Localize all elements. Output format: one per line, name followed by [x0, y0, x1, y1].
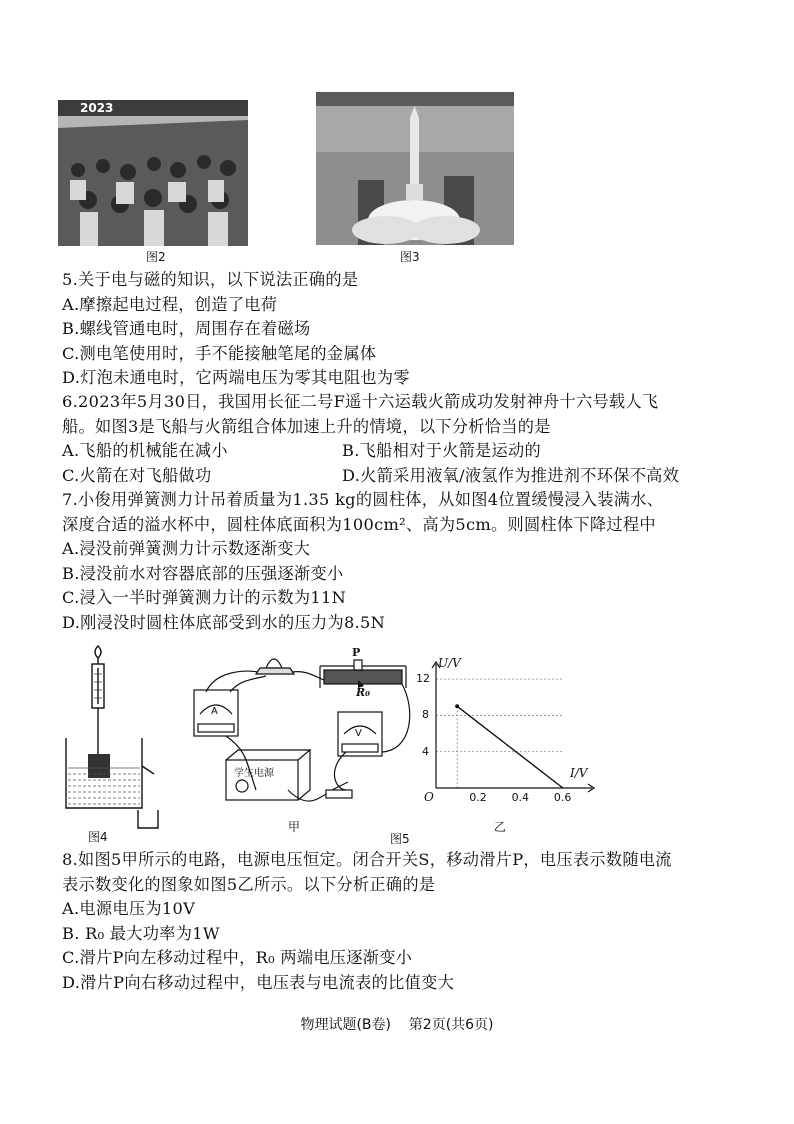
question-5-stem: 5.关于电与磁的知识，以下说法正确的是 — [62, 270, 359, 289]
rocket-launch-photo — [316, 92, 514, 245]
question-8 — [62, 848, 672, 995]
question-8-option-d: D.滑片P向右移动过程中，电压表与电流表的比值变大 — [62, 972, 455, 992]
graph-x-tick-label: 0.6 — [553, 791, 572, 804]
question-6-option-d: D.火箭采用液氧/液氢作为推进剂不环保不高效 — [342, 465, 680, 485]
question-6 — [62, 390, 658, 439]
fig2-caption: 图2 — [146, 250, 166, 264]
question-8-option-a: A.电源电压为10V — [62, 899, 196, 918]
circuit-voltmeter-label: V — [355, 728, 362, 739]
fig3-caption: 图3 — [400, 250, 420, 264]
question-7 — [62, 488, 663, 635]
question-6-stem-line-1: 6.2023年5月30日，我国用长征二号F遥十六运载火箭成功发射神舟十六号载人飞 — [62, 392, 659, 411]
circuit-power-supply-label: 学生电源 — [234, 768, 274, 779]
question-7-option-b: B.浸没前水对容器底部的压强逐渐变小 — [62, 563, 344, 583]
question-7-stem-line-1: 7.小俊用弹簧测力计吊着质量为1.35 kg的圆柱体，从如图4位置缓慢浸入装满水、 — [62, 490, 664, 509]
question-8-option-b: B. R₀ 最大功率为1W — [62, 923, 220, 943]
question-6-stem-line-2: 船。如图3是飞船与火箭组合体加速上升的情境，以下分析恰当的是 — [62, 416, 551, 436]
circuit-slider-label: P — [352, 646, 361, 659]
graph-series-start-point — [455, 704, 459, 708]
circuit-resistor-label: R₀ — [356, 686, 370, 699]
question-8-option-c: C.滑片P向左移动过程中，R₀ 两端电压逐渐变小 — [62, 948, 413, 967]
question-7-option-d: D.刚浸没时圆柱体底部受到水的压力为8.5N — [62, 612, 386, 632]
graph-y-tick-label: 8 — [422, 708, 429, 722]
question-7-option-a: A.浸没前弹簧测力计示数逐渐变大 — [62, 539, 311, 558]
question-8-stem-line-1: 8.如图5甲所示的电路，电源电压恒定。闭合开关S，移动滑片P，电压表示数随电流 — [62, 850, 672, 869]
fig5-caption: 图5 — [390, 832, 410, 846]
figure-4-overflow-cup — [58, 640, 168, 830]
graph-series-line — [457, 706, 563, 788]
question-5-option-a: A.摩擦起电过程，创造了电荷 — [62, 294, 278, 314]
graph-origin-label: O — [424, 790, 434, 804]
question-8-stem-line-2: 表示数变化的图象如图5乙所示。以下分析正确的是 — [62, 874, 436, 894]
graph-y-label: U/V — [438, 656, 461, 670]
question-6-option-a: A.飞船的机械能在减小 — [62, 441, 228, 460]
fig5-right-label: 乙 — [494, 820, 507, 834]
marathon-banner: 2023 — [80, 101, 114, 115]
fig4-caption: 图4 — [88, 830, 108, 844]
question-5-option-c: C.测电笔使用时，手不能接触笔尾的金属体 — [62, 343, 377, 363]
circuit-ammeter-label: A — [211, 706, 218, 717]
graph-x-tick-label: 0.2 — [469, 791, 487, 804]
question-7-option-c: C.浸入一半时弹簧测力计的示数为11N — [62, 588, 347, 607]
question-5 — [62, 268, 410, 391]
graph-y-tick-label: 12 — [416, 672, 430, 686]
page-footer: 物理试题(B卷) 第2页(共6页) — [300, 1017, 494, 1033]
question-7-stem-line-2: 深度合适的溢水杯中，圆柱体底面积为100cm²、高为5cm。则圆柱体下降过程中 — [62, 514, 656, 534]
marathon-photo — [58, 100, 248, 246]
graph-x-label: I/V — [570, 766, 588, 780]
graph-x-tick-label: 0.4 — [511, 791, 530, 804]
fig5-left-label: 甲 — [288, 820, 301, 834]
question-5-option-d: D.灯泡未通电时，它两端电压为零其电阻也为零 — [62, 368, 410, 387]
figure-5-ui-graph — [416, 656, 600, 818]
graph-y-tick-label: 4 — [422, 744, 429, 758]
figure-5-circuit — [186, 640, 422, 830]
question-5-option-b: B.螺线管通电时，周围存在着磁场 — [62, 319, 311, 338]
question-6-option-b: B.飞船相对于火箭是运动的 — [342, 441, 542, 460]
question-6-option-c: C.火箭在对飞船做功 — [62, 465, 212, 485]
